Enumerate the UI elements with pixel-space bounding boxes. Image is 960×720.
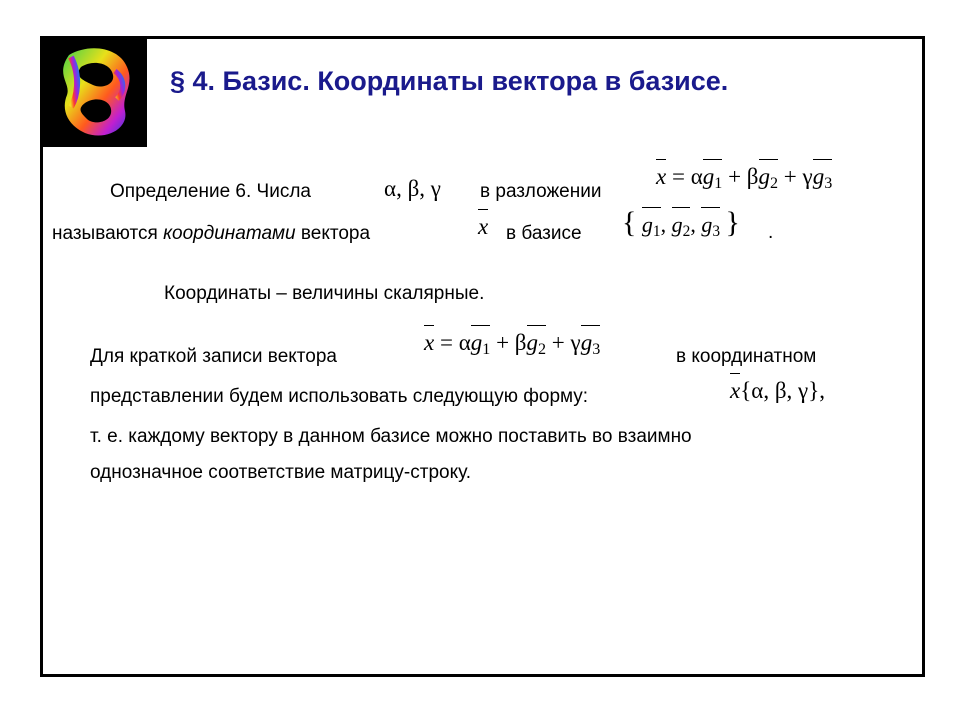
brief-text-3: т. е. каждому вектору в данном базисе можно поставить во взаимно [90,426,692,447]
coordinate-form: x{α, β, γ}, [730,378,825,404]
definition-text-3: называются координатами вектора [52,223,371,244]
brief-text-1: Для краткой записи вектора [90,346,337,367]
definition-dot: . [768,222,774,243]
scalar-note: Координаты – величины скалярные. [164,283,485,304]
vector-x: x [478,214,488,240]
torus-fractal-logo-icon [41,37,147,147]
brief-text-2: представлении будем использовать следующую форму: [90,386,589,407]
brief-text-1-end: в координатном [676,346,817,367]
coeffs-formula: α, β, γ [384,176,441,201]
logo [41,37,147,147]
expansion-formula-1: x = α $g_1 + \beta$ $g_2 + \gamma$ $g_3$ [656,164,832,193]
definition-text-2: в разложении [480,181,602,202]
slide-title: § 4. Базис. Координаты вектора в базисе. [170,66,729,96]
definition-text-4: в базисе [506,223,582,244]
definition-text-1: Определение 6. Числа [110,181,311,202]
brief-text-4: однозначное соответствие матрицу-строку. [90,462,471,483]
basis-formula: { $g_1$, $g_2$, $g_3$ } [622,206,740,240]
expansion-formula-2: x = α $g_1 + \beta$ $g_2 + \gamma$ $g_3$ [424,330,600,359]
